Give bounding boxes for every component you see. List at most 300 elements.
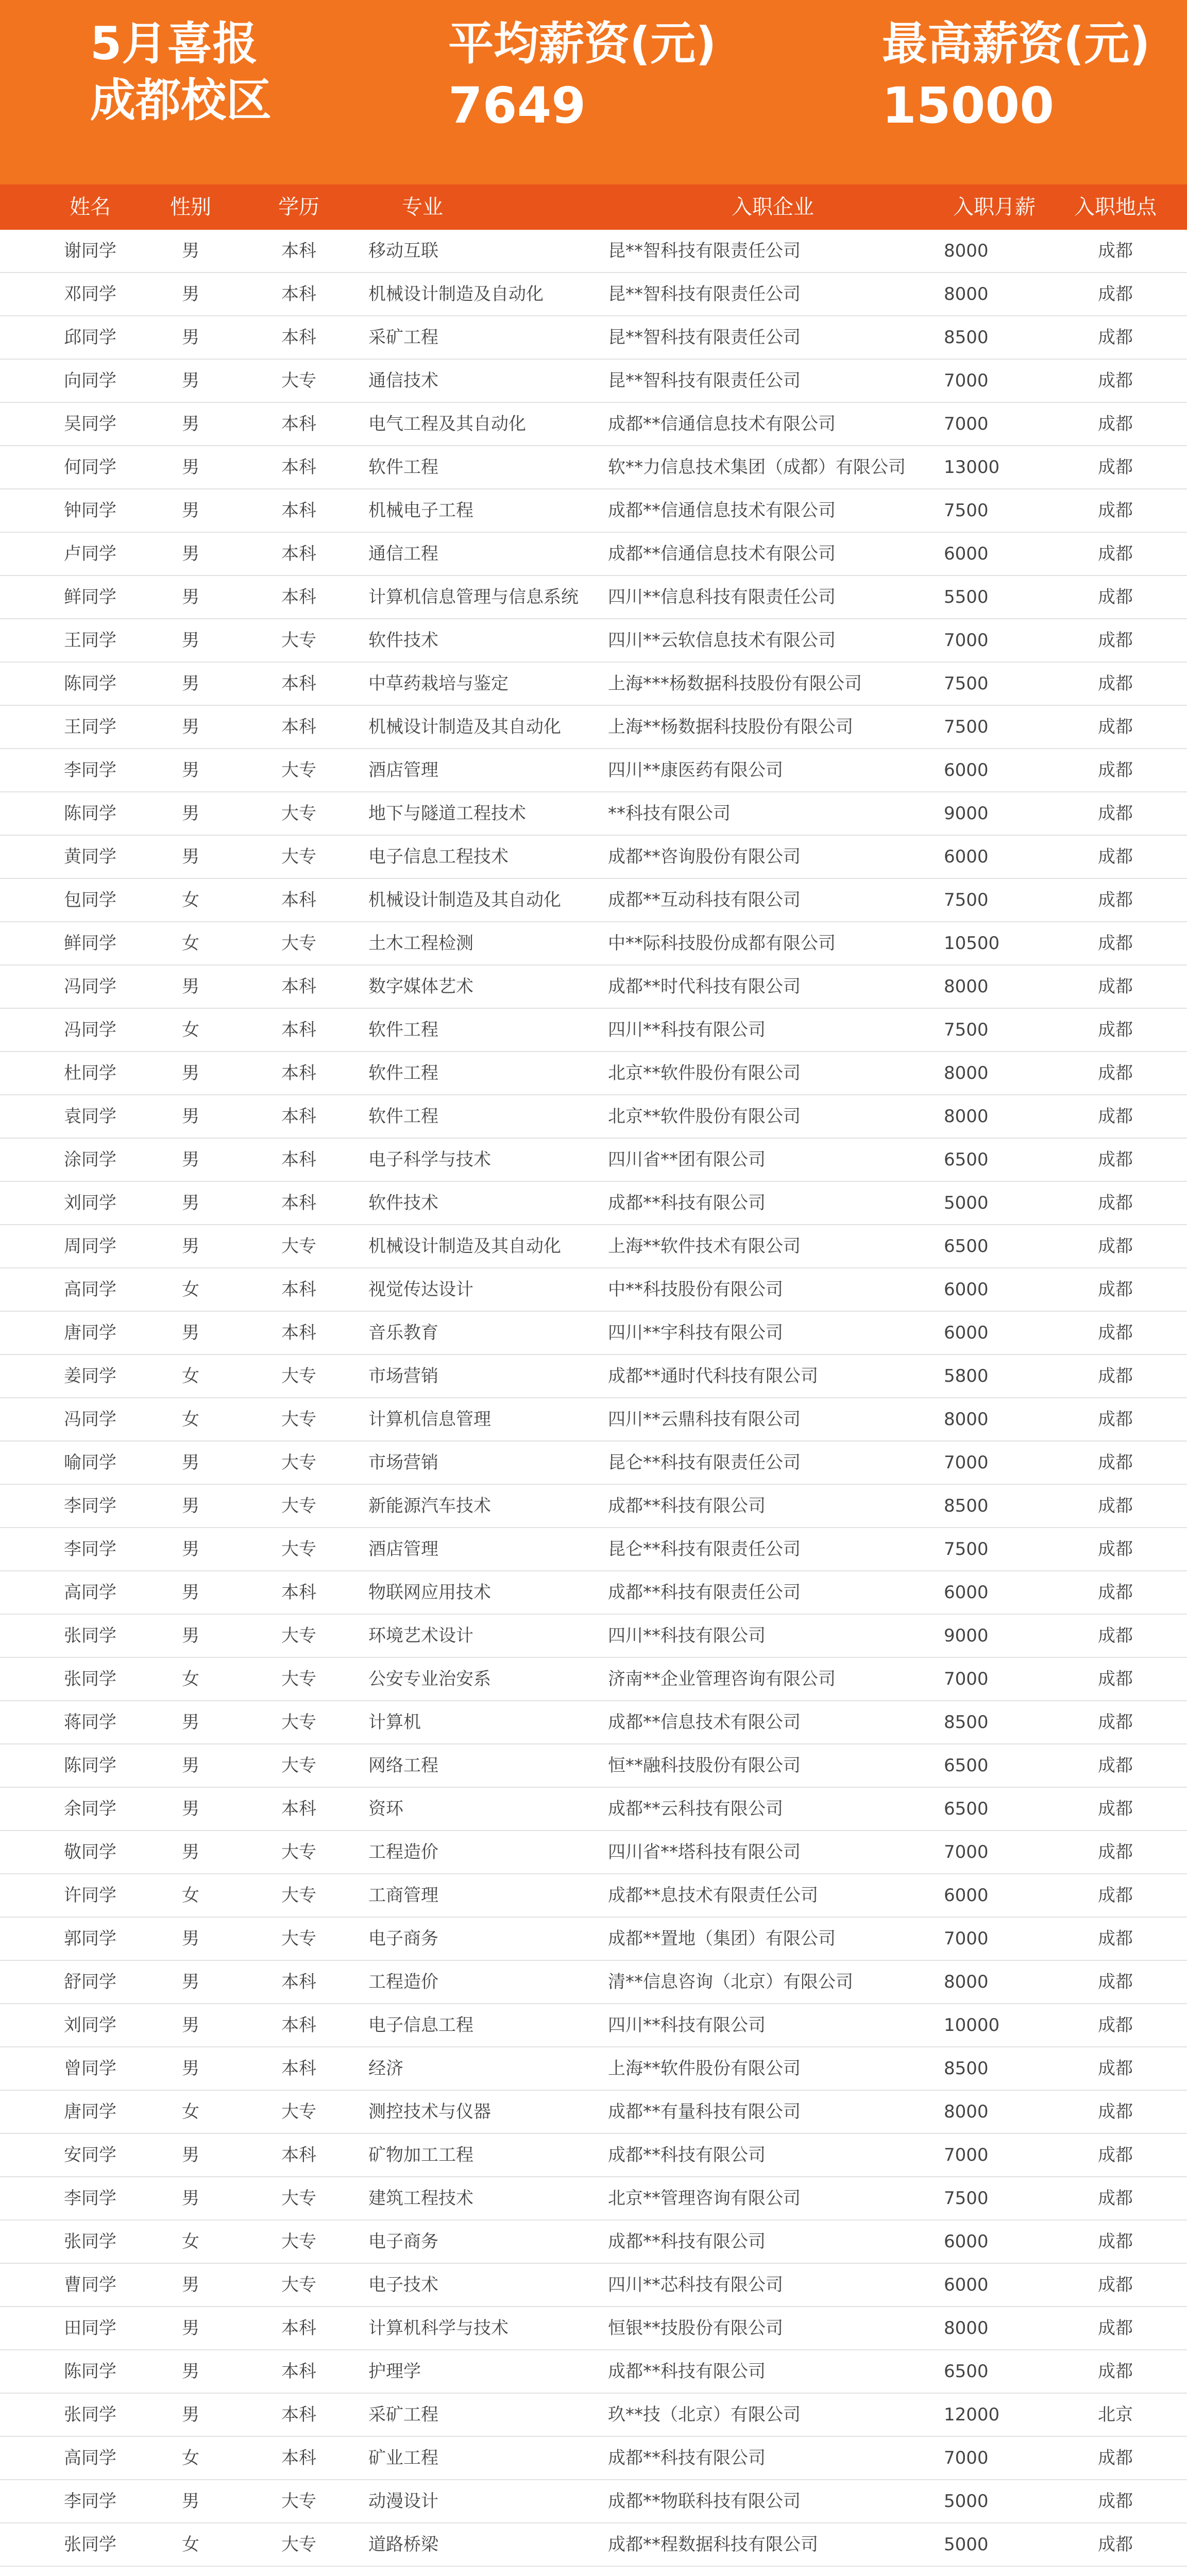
cell-education: 大专 <box>281 933 316 954</box>
cell-education: 大专 <box>281 2534 316 2555</box>
table-row <box>0 1701 1187 1744</box>
cell-education: 本科 <box>281 1149 316 1170</box>
cell-sex: 男 <box>182 976 199 997</box>
cell-salary: 7500 <box>944 1539 989 1560</box>
header-name: 姓名 <box>70 195 111 219</box>
cell-company: 四川**科技有限公司 <box>608 1020 766 1040</box>
table-row <box>0 1355 1187 1398</box>
cell-education: 大专 <box>281 1712 316 1733</box>
cell-location: 成都 <box>1098 2231 1133 2252</box>
cell-name: 唐同学 <box>64 2102 116 2122</box>
cell-company: 中**际科技股份成都有限公司 <box>608 933 836 954</box>
cell-sex: 男 <box>182 587 199 607</box>
cell-salary <box>938 2567 1051 2576</box>
cell-education: 本科 <box>281 1106 316 1127</box>
cell-company: 上海**软件技术有限公司 <box>608 1236 801 1257</box>
cell-education: 本科 <box>281 587 316 607</box>
cell-education: 大专 <box>281 1755 316 1776</box>
cell-company: 上海**杨数据科技股份有限公司 <box>608 717 853 737</box>
cell-sex: 女 <box>182 2534 199 2555</box>
cell-major: 音乐教育 <box>368 1323 438 1343</box>
cell-sex: 男 <box>182 2361 199 2382</box>
cell-sex: 男 <box>182 457 199 478</box>
cell-name: 郭同学 <box>64 1928 116 1949</box>
cell-salary: 9000 <box>944 803 989 824</box>
cell-location: 成都 <box>1098 2145 1133 2165</box>
cell-name: 鲜同学 <box>64 587 116 607</box>
cell-location: 成都 <box>1098 327 1133 348</box>
table-row <box>0 2567 1187 2576</box>
average-salary-label: 平均薪资(元) <box>448 17 717 70</box>
cell-name: 杜同学 <box>64 1063 116 1083</box>
cell-company: 成都**信通信息技术有限公司 <box>608 414 836 434</box>
cell-salary: 10500 <box>944 933 1000 954</box>
table-row <box>0 489 1187 533</box>
table-row <box>0 1658 1187 1701</box>
cell-education: 大专 <box>281 1885 316 1906</box>
cell-major: 软件技术 <box>368 630 438 651</box>
cell-name: 许同学 <box>64 1885 116 1906</box>
table-row <box>0 2307 1187 2350</box>
cell-location: 成都 <box>1098 1366 1133 1386</box>
table-row <box>0 2394 1187 2437</box>
cell-name: 高同学 <box>64 2448 116 2468</box>
cell-salary: 6000 <box>944 760 989 781</box>
cell-name: 冯同学 <box>64 1409 116 1430</box>
cell-sex: 男 <box>182 846 199 867</box>
cell-sex: 男 <box>182 1972 199 1992</box>
cell-company: 成都**信息技术有限公司 <box>608 1712 801 1733</box>
cell-location: 成都 <box>1098 370 1133 391</box>
cell-company: 成都**有量科技有限公司 <box>608 2102 801 2122</box>
report-header <box>0 0 1187 184</box>
cell-sex: 男 <box>182 1323 199 1343</box>
table-row <box>0 792 1187 836</box>
cell-name: 余同学 <box>64 1799 116 1819</box>
cell-name: 王同学 <box>64 630 116 651</box>
cell-name: 李同学 <box>64 1496 116 1516</box>
cell-name: 吴同学 <box>64 414 116 434</box>
cell-location: 成都 <box>1098 1712 1133 1733</box>
cell-company: 北京**软件股份有限公司 <box>608 1063 801 1083</box>
cell-major: 电子技术 <box>368 2275 438 2295</box>
cell-company: 昆**智科技有限责任公司 <box>608 370 801 391</box>
cell-salary: 10000 <box>944 2015 1000 2036</box>
cell-location: 成都 <box>1098 630 1133 651</box>
table-row <box>0 1095 1187 1139</box>
cell-name: 陈同学 <box>64 803 116 824</box>
cell-company: 软**力信息技术集团（成都）有限公司 <box>608 457 906 478</box>
cell-sex: 男 <box>182 1106 199 1127</box>
cell-sex: 男 <box>182 2058 199 2079</box>
cell-major: 电子信息工程技术 <box>368 846 508 867</box>
cell-sex: 男 <box>182 717 199 737</box>
cell-major: 土木工程检测 <box>368 933 473 954</box>
cell-major: 电子商务 <box>368 1928 438 1949</box>
cell-location: 成都 <box>1098 1539 1133 1560</box>
cell-education: 大专 <box>281 2491 316 2512</box>
cell-company: 成都**信通信息技术有限公司 <box>608 500 836 521</box>
cell-name: 向同学 <box>64 370 116 391</box>
cell-salary: 7500 <box>944 1020 989 1040</box>
cell-major: 动漫设计 <box>368 2491 438 2512</box>
cell-name: 涂同学 <box>64 1149 116 1170</box>
cell-name: 邓同学 <box>64 284 116 304</box>
cell-sex: 男 <box>182 370 199 391</box>
cell-sex: 男 <box>182 414 199 434</box>
cell-major: 道路桥梁 <box>368 2534 438 2555</box>
cell-company <box>608 2567 938 2576</box>
cell-location: 成都 <box>1098 933 1133 954</box>
cell-salary: 6500 <box>944 2361 989 2382</box>
cell-name: 卢同学 <box>64 544 116 564</box>
cell-location: 成都 <box>1098 846 1133 867</box>
cell-sex: 男 <box>182 241 199 261</box>
cell-salary: 12000 <box>944 2404 1000 2425</box>
header-location: 入职地点 <box>1074 195 1157 219</box>
cell-education <box>237 2567 361 2576</box>
cell-company: 成都**通时代科技有限公司 <box>608 1366 818 1386</box>
table-row <box>0 1225 1187 1268</box>
cell-major: 建筑工程技术 <box>368 2188 473 2209</box>
cell-sex: 男 <box>182 1236 199 1257</box>
cell-education: 大专 <box>281 1539 316 1560</box>
table-row <box>0 273 1187 316</box>
cell-name: 刘同学 <box>64 2015 116 2036</box>
cell-location: 成都 <box>1098 1279 1133 1300</box>
cell-major: 经济 <box>368 2058 403 2079</box>
cell-location: 成都 <box>1098 1842 1133 1862</box>
cell-name: 张同学 <box>64 2404 116 2425</box>
cell-major: 电子科学与技术 <box>368 1149 491 1170</box>
cell-major: 酒店管理 <box>368 760 438 781</box>
table-row <box>0 1918 1187 1961</box>
cell-major: 软件工程 <box>368 1020 438 1040</box>
cell-salary: 7000 <box>944 2448 989 2468</box>
cell-salary: 5000 <box>944 1193 989 1213</box>
cell-location: 成都 <box>1098 284 1133 304</box>
cell-sex: 女 <box>182 2231 199 2252</box>
cell-major: 酒店管理 <box>368 1539 438 1560</box>
cell-major: 护理学 <box>368 2361 421 2382</box>
cell-name: 唐同学 <box>64 1323 116 1343</box>
cell-education: 本科 <box>281 241 316 261</box>
cell-education: 大专 <box>281 1669 316 1689</box>
cell-name: 曹同学 <box>64 2275 116 2295</box>
cell-education: 大专 <box>281 370 316 391</box>
cell-name: 鲜同学 <box>64 933 116 954</box>
cell-location: 成都 <box>1098 457 1133 478</box>
cell-company: 四川**宇科技有限公司 <box>608 1323 783 1343</box>
cell-sex: 男 <box>182 2404 199 2425</box>
cell-sex: 女 <box>182 1020 199 1040</box>
cell-education: 大专 <box>281 1625 316 1646</box>
cell-name: 钟同学 <box>64 500 116 521</box>
table-row <box>0 2523 1187 2567</box>
cell-education: 本科 <box>281 717 316 737</box>
cell-company: 成都**科技有限公司 <box>608 2231 766 2252</box>
cell-company: 恒**融科技股份有限公司 <box>608 1755 801 1776</box>
cell-company: 成都**科技有限公司 <box>608 2361 766 2382</box>
cell-name: 邱同学 <box>64 327 116 348</box>
cell-name: 陈同学 <box>64 673 116 694</box>
cell-major: 工程造价 <box>368 1972 438 1992</box>
cell-salary: 13000 <box>944 457 1000 478</box>
table-row <box>0 1398 1187 1442</box>
cell-location <box>1056 2567 1175 2576</box>
table-row <box>0 619 1187 663</box>
cell-education: 大专 <box>281 1236 316 1257</box>
cell-salary: 6000 <box>944 846 989 867</box>
cell-salary: 6000 <box>944 2231 989 2252</box>
cell-location: 成都 <box>1098 1063 1133 1083</box>
cell-sex: 男 <box>182 1799 199 1819</box>
cell-name: 田同学 <box>64 2318 116 2338</box>
table-row <box>0 360 1187 403</box>
cell-major: 新能源汽车技术 <box>368 1496 491 1516</box>
cell-company: 四川**云鼎科技有限公司 <box>608 1409 801 1430</box>
cell-major: 视觉传达设计 <box>368 1279 473 1300</box>
cell-education: 本科 <box>281 544 316 564</box>
cell-location: 成都 <box>1098 803 1133 824</box>
cell-name: 高同学 <box>64 1279 116 1300</box>
cell-major: 公安专业治安系 <box>368 1669 491 1689</box>
cell-sex: 女 <box>182 1279 199 1300</box>
table-row <box>0 1528 1187 1571</box>
cell-sex: 男 <box>182 284 199 304</box>
table-row <box>0 2480 1187 2523</box>
cell-name: 李同学 <box>64 760 116 781</box>
cell-company: 成都**科技有限责任公司 <box>608 1582 801 1603</box>
table-row <box>0 1571 1187 1615</box>
cell-education: 大专 <box>281 2231 316 2252</box>
cell-sex: 男 <box>182 673 199 694</box>
cell-sex: 男 <box>182 1928 199 1949</box>
cell-education: 本科 <box>281 1799 316 1819</box>
cell-sex: 男 <box>182 803 199 824</box>
cell-name: 袁同学 <box>64 1106 116 1127</box>
cell-salary: 7000 <box>944 1842 989 1862</box>
cell-salary: 5000 <box>944 2534 989 2555</box>
cell-name: 黄同学 <box>64 846 116 867</box>
header-major: 专业 <box>402 195 443 219</box>
table-row <box>0 446 1187 489</box>
cell-sex: 男 <box>182 327 199 348</box>
cell-location: 成都 <box>1098 1236 1133 1257</box>
cell-company: 四川**科技有限公司 <box>608 1625 766 1646</box>
cell-company: 昆仑**科技有限责任公司 <box>608 1539 801 1560</box>
cell-salary: 6000 <box>944 1885 989 1906</box>
cell-major: 工程造价 <box>368 1842 438 1862</box>
cell-location: 成都 <box>1098 2188 1133 2209</box>
cell-sex: 男 <box>182 1755 199 1776</box>
cell-sex: 男 <box>182 2015 199 2036</box>
cell-company: 中**科技股份有限公司 <box>608 1279 783 1300</box>
cell-sex: 男 <box>182 544 199 564</box>
cell-salary: 7000 <box>944 1452 989 1473</box>
cell-education: 本科 <box>281 1972 316 1992</box>
cell-sex: 男 <box>182 760 199 781</box>
cell-major: 电子商务 <box>368 2231 438 2252</box>
cell-major: 软件工程 <box>368 457 438 478</box>
cell-name: 姜同学 <box>64 1366 116 1386</box>
cell-sex: 男 <box>182 2275 199 2295</box>
cell-major: 机械设计制造及自动化 <box>368 284 544 304</box>
cell-company: 成都**科技有限公司 <box>608 2145 766 2165</box>
table-row <box>0 1485 1187 1528</box>
cell-company: 昆**智科技有限责任公司 <box>608 284 801 304</box>
table-body <box>0 230 1187 2576</box>
cell-salary: 6000 <box>944 1323 989 1343</box>
cell-salary: 8000 <box>944 1409 989 1430</box>
cell-sex: 女 <box>182 1409 199 1430</box>
cell-location: 成都 <box>1098 1625 1133 1646</box>
table-row <box>0 2221 1187 2264</box>
cell-location: 成都 <box>1098 1799 1133 1819</box>
cell-salary: 7500 <box>944 500 989 521</box>
cell-education: 大专 <box>281 1409 316 1430</box>
cell-sex: 男 <box>182 500 199 521</box>
cell-education: 本科 <box>281 2015 316 2036</box>
table-header <box>0 184 1187 230</box>
table-row <box>0 1182 1187 1225</box>
cell-salary: 8000 <box>944 2318 989 2338</box>
table-row <box>0 2047 1187 2091</box>
cell-salary: 7500 <box>944 673 989 694</box>
cell-major: 地下与隧道工程技术 <box>368 803 526 824</box>
cell-education: 大专 <box>281 803 316 824</box>
report-title: 5月喜报 <box>90 17 258 70</box>
cell-education: 本科 <box>281 1323 316 1343</box>
cell-education: 大专 <box>281 1496 316 1516</box>
cell-major: 计算机 <box>368 1712 421 1733</box>
cell-sex: 男 <box>182 1193 199 1213</box>
cell-location: 成都 <box>1098 414 1133 434</box>
table-row <box>0 965 1187 1009</box>
cell-company: 成都**物联科技有限公司 <box>608 2491 801 2512</box>
cell-education: 本科 <box>281 890 316 910</box>
cell-location: 成都 <box>1098 1106 1133 1127</box>
cell-major: 电气工程及其自动化 <box>368 414 526 434</box>
cell-sex: 男 <box>182 1149 199 1170</box>
cell-salary: 6500 <box>944 1236 989 1257</box>
cell-location: 北京 <box>1098 2404 1133 2425</box>
table-row <box>0 1442 1187 1485</box>
cell-sex: 男 <box>182 1582 199 1603</box>
cell-location: 成都 <box>1098 1409 1133 1430</box>
table-row <box>0 316 1187 360</box>
cell-major: 市场营销 <box>368 1366 438 1386</box>
table-row <box>0 1874 1187 1918</box>
cell-major: 网络工程 <box>368 1755 438 1776</box>
cell-salary: 5800 <box>944 1366 989 1386</box>
cell-salary: 8000 <box>944 1106 989 1127</box>
cell-company: 上海**软件股份有限公司 <box>608 2058 801 2079</box>
cell-location: 成都 <box>1098 760 1133 781</box>
cell-education: 本科 <box>281 2145 316 2165</box>
cell-sex: 男 <box>182 1452 199 1473</box>
cell-salary: 8000 <box>944 2102 989 2122</box>
cell-sex: 女 <box>182 1885 199 1906</box>
cell-location: 成都 <box>1098 2491 1133 2512</box>
cell-name <box>31 2567 149 2576</box>
cell-sex: 男 <box>182 1063 199 1083</box>
cell-major: 环境艺术设计 <box>368 1625 473 1646</box>
average-salary-value: 7649 <box>448 77 586 134</box>
cell-company: 清**信息咨询（北京）有限公司 <box>608 1972 853 1992</box>
cell-major: 资环 <box>368 1799 403 1819</box>
cell-salary: 7000 <box>944 1928 989 1949</box>
cell-location: 成都 <box>1098 1885 1133 1906</box>
cell-salary: 8500 <box>944 2058 989 2079</box>
cell-location: 成都 <box>1098 673 1133 694</box>
table-row <box>0 1615 1187 1658</box>
cell-company: 四川**康医药有限公司 <box>608 760 783 781</box>
table-row <box>0 2134 1187 2177</box>
cell-name: 王同学 <box>64 717 116 737</box>
table-row <box>0 1139 1187 1182</box>
cell-company: 四川省**团有限公司 <box>608 1149 766 1170</box>
max-salary-block <box>882 15 1150 139</box>
cell-name: 喻同学 <box>64 1452 116 1473</box>
cell-major: 计算机科学与技术 <box>368 2318 508 2338</box>
cell-location: 成都 <box>1098 2102 1133 2122</box>
cell-location: 成都 <box>1098 2361 1133 2382</box>
cell-education: 本科 <box>281 976 316 997</box>
cell-company: 成都**程数据科技有限公司 <box>608 2534 818 2555</box>
cell-education: 本科 <box>281 1582 316 1603</box>
cell-company: 成都**息技术有限责任公司 <box>608 1885 818 1906</box>
cell-company: 四川省**塔科技有限公司 <box>608 1842 801 1862</box>
cell-sex: 男 <box>182 2318 199 2338</box>
average-salary-block <box>448 15 716 139</box>
header-company: 入职企业 <box>732 195 814 219</box>
cell-salary: 8000 <box>944 284 989 304</box>
cell-major: 采矿工程 <box>368 327 438 348</box>
cell-salary: 7500 <box>944 890 989 910</box>
cell-salary: 7000 <box>944 370 989 391</box>
cell-sex: 男 <box>182 2491 199 2512</box>
cell-major: 机械设计制造及其自动化 <box>368 890 561 910</box>
cell-name: 谢同学 <box>64 241 116 261</box>
cell-company: 四川**信息科技有限责任公司 <box>608 587 836 607</box>
cell-location: 成都 <box>1098 1020 1133 1040</box>
cell-name: 舒同学 <box>64 1972 116 1992</box>
cell-education: 大专 <box>281 1928 316 1949</box>
cell-major: 市场营销 <box>368 1452 438 1473</box>
cell-education: 大专 <box>281 1366 316 1386</box>
cell-company: 北京**管理咨询有限公司 <box>608 2188 801 2209</box>
cell-education: 本科 <box>281 327 316 348</box>
table-row <box>0 1052 1187 1095</box>
cell-name: 李同学 <box>64 1539 116 1560</box>
cell-major: 物联网应用技术 <box>368 1582 491 1603</box>
cell-location: 成都 <box>1098 717 1133 737</box>
cell-location: 成都 <box>1098 976 1133 997</box>
cell-company: 恒银**技股份有限公司 <box>608 2318 783 2338</box>
cell-salary: 6500 <box>944 1755 989 1776</box>
cell-name: 李同学 <box>64 2491 116 2512</box>
cell-salary: 7000 <box>944 630 989 651</box>
cell-salary: 7000 <box>944 2145 989 2165</box>
cell-company: 昆**智科技有限责任公司 <box>608 327 801 348</box>
cell-company: 成都**咨询股份有限公司 <box>608 846 801 867</box>
cell-location: 成都 <box>1098 1669 1133 1689</box>
table-row <box>0 1268 1187 1312</box>
cell-education: 大专 <box>281 846 316 867</box>
cell-location: 成都 <box>1098 587 1133 607</box>
table-row <box>0 2091 1187 2134</box>
